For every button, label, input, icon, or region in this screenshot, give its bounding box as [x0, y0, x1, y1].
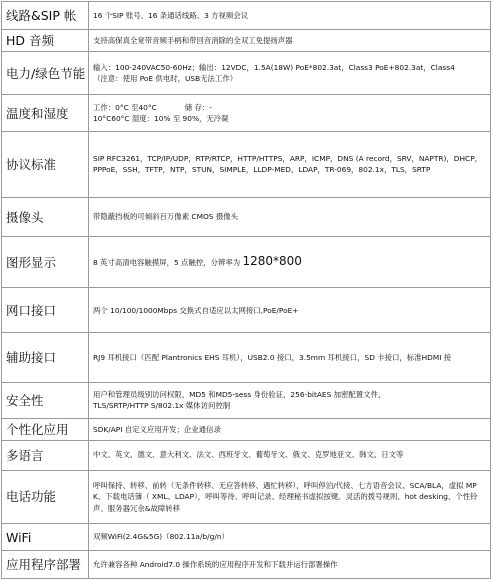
spec-label: 摄像头	[2, 198, 89, 237]
spec-value: SDK/API 自定义应用开发；企业通信录	[89, 419, 491, 440]
spec-value: 工作：0°C 至40°C 储 存：- 10°C60°C 湿度：10% 至 90%，无冷凝	[89, 95, 491, 131]
spec-row-wifi	[2, 524, 491, 551]
spec-row-hd-audio	[2, 29, 491, 52]
spec-row-custom-apps	[2, 419, 491, 440]
spec-label: 温度和湿度	[2, 95, 89, 131]
spec-label: 图形显示	[2, 236, 89, 287]
spec-value: 用户和管理员级别访问权限，MD5 和MD5-sess 身份验证，256-bitAES 加密配置文件， TLS/SRTP/HTTP S/802.1x 媒体访问控制	[89, 382, 491, 418]
spec-label: 应用程序部署	[2, 550, 89, 578]
spec-value: 两个 10/100/1000Mbps 交换式自适应以太网接口,PoE/PoE+	[89, 288, 491, 333]
spec-row-temperature	[2, 95, 491, 131]
spec-value: 8 英寸高清电容触摸屏，5 点触控，分辨率为 1280*800	[89, 236, 491, 287]
spec-label: 网口接口	[2, 288, 89, 333]
spec-row-lines-sip	[2, 2, 491, 30]
spec-row-power	[2, 52, 491, 95]
spec-value: 双频WiFi(2.4G&5G)（802.11a/b/g/n）	[89, 524, 491, 551]
spec-label: 协议标准	[2, 131, 89, 197]
spec-label: 电话功能	[2, 470, 89, 524]
spec-label: 电力/绿色节能	[2, 52, 89, 95]
spec-label: 辅助接口	[2, 333, 89, 382]
spec-row-display	[2, 236, 491, 287]
spec-value: 允许兼容各种 Android7.0 操作系统的应用程序开发和下载并运行部署操作	[89, 550, 491, 578]
spec-value: 16 个SIP 账号、16 条通话线路、3 方视频会议	[89, 2, 491, 30]
spec-value: RJ9 耳机接口（匹配 Plantronics EHS 耳机），USB2.0 接口，3.5mm 耳机接口，SD 卡接口，标准HDMI 接	[89, 333, 491, 382]
spec-row-app-deploy	[2, 550, 491, 578]
spec-label: 多语言	[2, 440, 89, 470]
spec-value: 中文、英文、德文、意大利文、法文、西班牙文、葡萄牙文、俄文、克罗地亚文、韩文、日文等	[89, 440, 491, 470]
spec-row-languages	[2, 440, 491, 470]
spec-value: 支持高保真全宽带音频手柄和带回音消除的全双工免提扬声器	[89, 29, 491, 52]
spec-label: WiFi	[2, 524, 89, 551]
spec-value: SIP RFC3261，TCP/IP/UDP，RTP/RTCP，HTTP/HTTPS，ARP，ICMP，DNS (A record，SRV，NAPTR)，DHCP，PPPoE，SSH，TFTP，NTP，STUN，SIMPLE，LLDP-MED，LDAP，TR-069，802.1x，TLS，SRTP	[89, 131, 491, 197]
spec-value: 带隐蔽挡板的可倾斜百万像素 CMOS 摄像头	[89, 198, 491, 237]
spec-row-camera	[2, 198, 491, 237]
spec-label: 安全性	[2, 382, 89, 418]
spec-row-network	[2, 288, 491, 333]
spec-label: HD 音频	[2, 29, 89, 52]
spec-row-security	[2, 382, 491, 418]
spec-row-aux-ports	[2, 333, 491, 382]
spec-value: 输入：100-240VAC50-60Hz；输出：12VDC，1.5A(18W) PoE*802.3at，Class3 PoE+802.3at，Class4 （注意：使用 PoE 供电时，USB无法工作）	[89, 52, 491, 95]
spec-label: 线路&SIP 帐	[2, 2, 89, 30]
spec-table	[1, 1, 491, 579]
spec-row-phone-features	[2, 470, 491, 524]
spec-value: 呼叫保持、转移、前转（无条件转移、无应答转移、遇忙转移），呼叫停泊/代接、七方语音会议、SCA/BLA，虚拟 MPK、下载电话簿（ XML、LDAP），呼叫等待、呼叫记录、经理秘书虚拟按键、灵活的拨号规则、hot desking、个性铃声、服务器冗余&故障转移	[89, 470, 491, 524]
spec-row-protocols	[2, 131, 491, 197]
spec-label: 个性化应用	[2, 419, 89, 440]
